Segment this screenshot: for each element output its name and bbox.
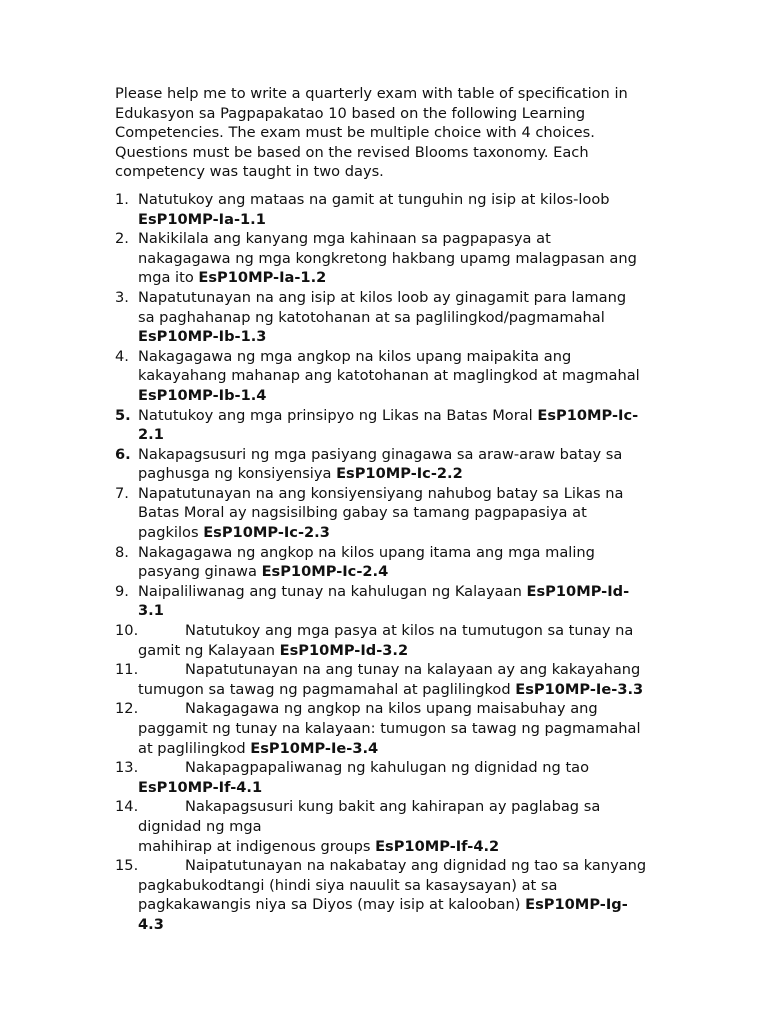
item-text: at paglilingkod [138,739,251,757]
competency-code: 4.3 [138,915,164,933]
item-line [138,406,680,426]
item-text: Batas Moral ay nagsisilbing gabay sa tamang pagpapasiya at [138,504,587,522]
item-number: 4. [115,347,129,365]
item-text: pasyang ginawa [138,563,262,581]
item-line [138,876,680,896]
item-text: Natutukoy ang mga pasya at kilos na tumutugon sa tunay na [185,622,634,640]
competency-code: EsP10MP-Ic-2.2 [336,465,463,483]
competency-item [115,543,680,582]
item-line [138,249,680,269]
item-line [138,308,680,328]
item-line [138,268,680,288]
intro-line: competency was taught in two days. [115,163,384,181]
item-text: Nakapagpapaliwanag ng kahulugan ng dignidad ng tao [185,759,590,777]
item-number: 6. [115,445,131,463]
item-number: 13. [115,759,139,777]
item-text: dignidad ng mga [138,817,262,835]
item-text: nakagagawa ng mga kongkretong hakbang upamg malagpasan ang [138,249,637,267]
item-text: Nakagagawa ng angkop na kilos upang itama ang mga maling [138,543,595,561]
item-line [138,641,680,661]
item-number: 1. [115,190,129,208]
item-text: gamit ng Kalayaan [138,641,280,659]
competency-code: 2.1 [138,426,164,444]
item-line [138,895,680,915]
item-line [138,837,680,857]
item-line [138,758,680,778]
item-line [138,229,680,249]
item-text: Napatutunayan na ang tunay na kalayaan ay ang kakayahang [185,661,641,679]
competency-list [115,190,680,935]
competency-code: EsP10MP-Id-3.2 [279,641,409,659]
item-line [138,739,680,759]
document-body [115,84,680,935]
competency-item [115,406,680,445]
item-text: Naipaliliwanag ang tunay na kahulugan ng Kalayaan [138,582,527,600]
competency-code: EsP10MP-If-4.1 [138,778,263,796]
item-text: paggamit ng tunay na kalayaan: tumugon sa tawag ng pagmamahal [138,720,641,737]
competency-code: EsP10MP-Id- [526,582,630,600]
item-number: 3. [115,288,129,306]
intro-line: Edukasyon sa Pagpapakatao 10 based on the following Learning [115,104,586,122]
item-text: Natutukoy ang mataas na gamit at tunguhin ng isip at kilos-loob [138,190,610,208]
item-number: 11. [115,661,139,679]
item-line [138,817,680,837]
item-number: 15. [115,857,139,875]
item-number: 12. [115,700,139,718]
item-line [138,601,680,621]
item-line [138,503,680,523]
item-line [138,680,680,700]
competency-item [115,582,680,621]
competency-code: EsP10MP-Ic-2.4 [261,563,389,581]
item-number: 5. [115,406,131,424]
item-text: Napatutunayan na ang isip at kilos loob ay ginagamit para lamang [138,288,627,306]
competency-item [115,484,680,543]
intro-paragraph [115,84,680,182]
item-line [138,288,680,308]
competency-code: EsP10MP-Ie-3.3 [515,680,644,698]
item-line [138,719,680,739]
item-text: Nakapagsusuri ng mga pasiyang ginagawa sa araw-araw batay sa [138,445,623,463]
item-text: Nakapagsusuri kung bakit ang kahirapan ay paglabag sa [185,798,601,816]
competency-item [115,758,680,797]
item-line [138,347,680,367]
item-line [138,856,680,876]
item-line [138,562,680,582]
item-line [138,210,680,230]
competency-code: EsP10MP-Ib-1.3 [138,328,267,346]
competency-code: EsP10MP-Ia-1.2 [198,269,327,287]
item-text: tumugon sa tawag ng pagmamahal at paglilingkod [138,680,516,698]
item-number: 7. [115,484,129,502]
item-line [138,621,680,641]
item-number: 10. [115,622,139,640]
item-number: 8. [115,543,129,561]
item-text: paghusga ng konsiyensiya [138,465,337,483]
item-text: mahihirap at indigenous groups [138,837,376,855]
intro-line: Please help me to write a quarterly exam with table of specification in [115,85,628,102]
item-text: pagkilos [138,524,204,542]
intro-line: Competencies. The exam must be multiple choice with 4 choices. [115,124,595,142]
competency-item [115,229,680,288]
competency-item [115,699,680,758]
competency-item [115,621,680,660]
competency-code: EsP10MP-Ic- [537,406,639,424]
item-line [138,464,680,484]
competency-code: 3.1 [138,602,164,620]
competency-code: EsP10MP-Ib-1.4 [138,386,267,404]
item-line [138,778,680,798]
item-line [138,797,680,817]
item-line [138,582,680,602]
item-text: Napatutunayan na ang konsiyensiyang nahubog batay sa Likas na [138,484,624,502]
item-number: 9. [115,582,129,600]
competency-code: EsP10MP-Ic-2.3 [203,524,330,542]
competency-item [115,445,680,484]
intro-line: Questions must be based on the revised Blooms taxonomy. Each [115,143,589,161]
item-number: 2. [115,230,129,248]
item-text: Nakikilala ang kanyang mga kahinaan sa pagpapasya at [138,230,551,248]
competency-item [115,347,680,406]
item-text: pagkabukodtangi (hindi siya nauulit sa kasaysayan) at sa [138,876,558,894]
item-text: pagkakawangis niya sa Diyos (may isip at kalooban) [138,896,526,914]
item-line [138,445,680,465]
item-text: sa paghahanap ng katotohanan at sa paglilingkod/pagmamahal [138,308,605,326]
item-line [138,660,680,680]
item-line [138,699,680,719]
item-text: Nakagagawa ng angkop na kilos upang maisabuhay ang [185,700,598,718]
item-text: Naipatutunayan na nakabatay ang dignidad ng tao sa kanyang [185,857,647,875]
item-line [138,543,680,563]
competency-item [115,660,680,699]
item-line [138,425,680,445]
competency-code: EsP10MP-Ia-1.1 [138,210,266,228]
item-text: kakayahang mahanap ang katotohanan at maglingkod at magmahal [138,367,640,385]
competency-code: EsP10MP-If-4.2 [375,837,500,855]
item-line [138,484,680,504]
item-text: mga ito [138,269,199,287]
competency-item [115,190,680,229]
item-number: 14. [115,798,139,816]
competency-item [115,856,680,934]
item-line [138,915,680,935]
item-line [138,190,680,210]
item-line [138,327,680,347]
item-line [138,523,680,543]
item-line [138,366,680,386]
competency-code: EsP10MP-Ie-3.4 [250,739,379,757]
competency-item [115,797,680,856]
item-line [138,386,680,406]
item-text: Natutukoy ang mga prinsipyo ng Likas na Batas Moral [138,406,538,424]
competency-item [115,288,680,347]
competency-code: EsP10MP-Ig- [525,896,628,914]
item-text: Nakagagawa ng mga angkop na kilos upang maipakita ang [138,347,572,365]
